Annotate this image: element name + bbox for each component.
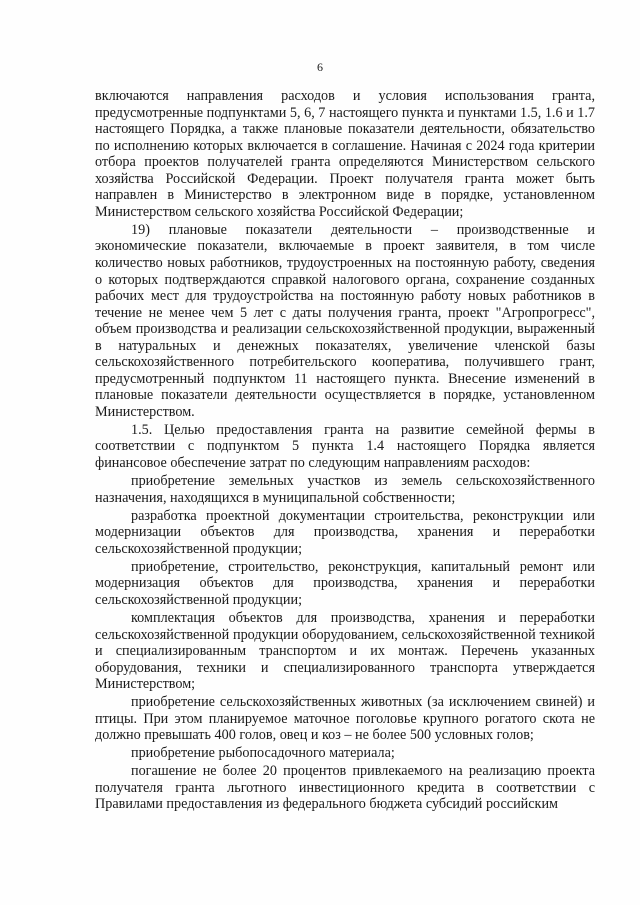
document-body	[95, 88, 595, 813]
paragraph: приобретение рыбопосадочного материала;	[131, 745, 395, 762]
paragraph: комплектация объектов для производства, хранения и переработки сельскохозяйственной продукции оборудованием, сельскохозяйственной техникой и специализированным транспортом и их монтаж. Перечень указанных оборудования, техники и специализированного транспорта утверждается Министерством;	[95, 609, 595, 693]
paragraph: 1.5. Целью предоставления гранта на развитие семейной фермы в соответствии с подпунктом 5 пункта 1.4 настоящего Порядка является финансовое обеспечение затрат по следующим направлениям расходов:	[95, 421, 595, 472]
paragraph: погашение не более 20 процентов привлекаемого на реализацию проекта получателя гранта льготного инвестиционного кредита в соответствии с Правилами предоставления из федерального бюджета субсидий российским	[95, 763, 595, 813]
paragraph: приобретение земельных участков из земель сельскохозяйственного назначения, находящихся в муниципальной собственности;	[95, 473, 595, 506]
paragraph: приобретение, строительство, реконструкция, капитальный ремонт или модернизация объектов для производства, хранения и переработки сельскохозяйственной продукции;	[95, 558, 595, 608]
paragraph: включаются направления расходов и условия использования гранта, предусмотренные подпунктами 5, 6, 7 настоящего пункта и пунктами 1.5, 1.6 и 1.7 настоящего Порядка, а также плановые показатели деятельности, обязательство по исполнению которых включается в соглашение. Начиная с 2024 года критерии отбора проектов получателей гранта определяются Министерством сельского хозяйства Российской Федерации. Проект получателя гранта может быть направлен в Министерство в электронном виде в порядке, установленном Министерством сельского хозяйства Российской Федерации;	[95, 88, 595, 220]
paragraph: приобретение сельскохозяйственных животных (за исключением свиней) и птицы. При этом планируемое маточное поголовье крупного рогатого скота не должно превышать 400 голов, овец и коз – не более 500 условных голов;	[95, 694, 595, 744]
paragraph: разработка проектной документации строительства, реконструкции или модернизации объектов для производства, хранения и переработки сельскохозяйственной продукции;	[95, 507, 595, 557]
page-number: 6	[317, 60, 323, 74]
paragraph: 19) плановые показатели деятельности – производственные и экономические показатели, включаемые в проект заявителя, в том числе количество новых работников, трудоустроенных на постоянную работу, сведения о которых подтверждаются справкой налогового органа, сохранение созданных рабочих мест для трудоустройства на постоянную работу новых работников в течение не менее чем 5 лет с даты получения гранта, проект "Агропрогресс", объем производства и реализации сельскохозяйственной продукции, выраженный в натуральных и денежных показателях, увеличение членской базы сельскохозяйственного потребительского кооператива, получившего грант, предусмотренный подпунктом 11 настоящего пункта. Внесение изменений в плановые показатели деятельности осуществляется в порядке, установленном Министерством.	[95, 221, 595, 420]
